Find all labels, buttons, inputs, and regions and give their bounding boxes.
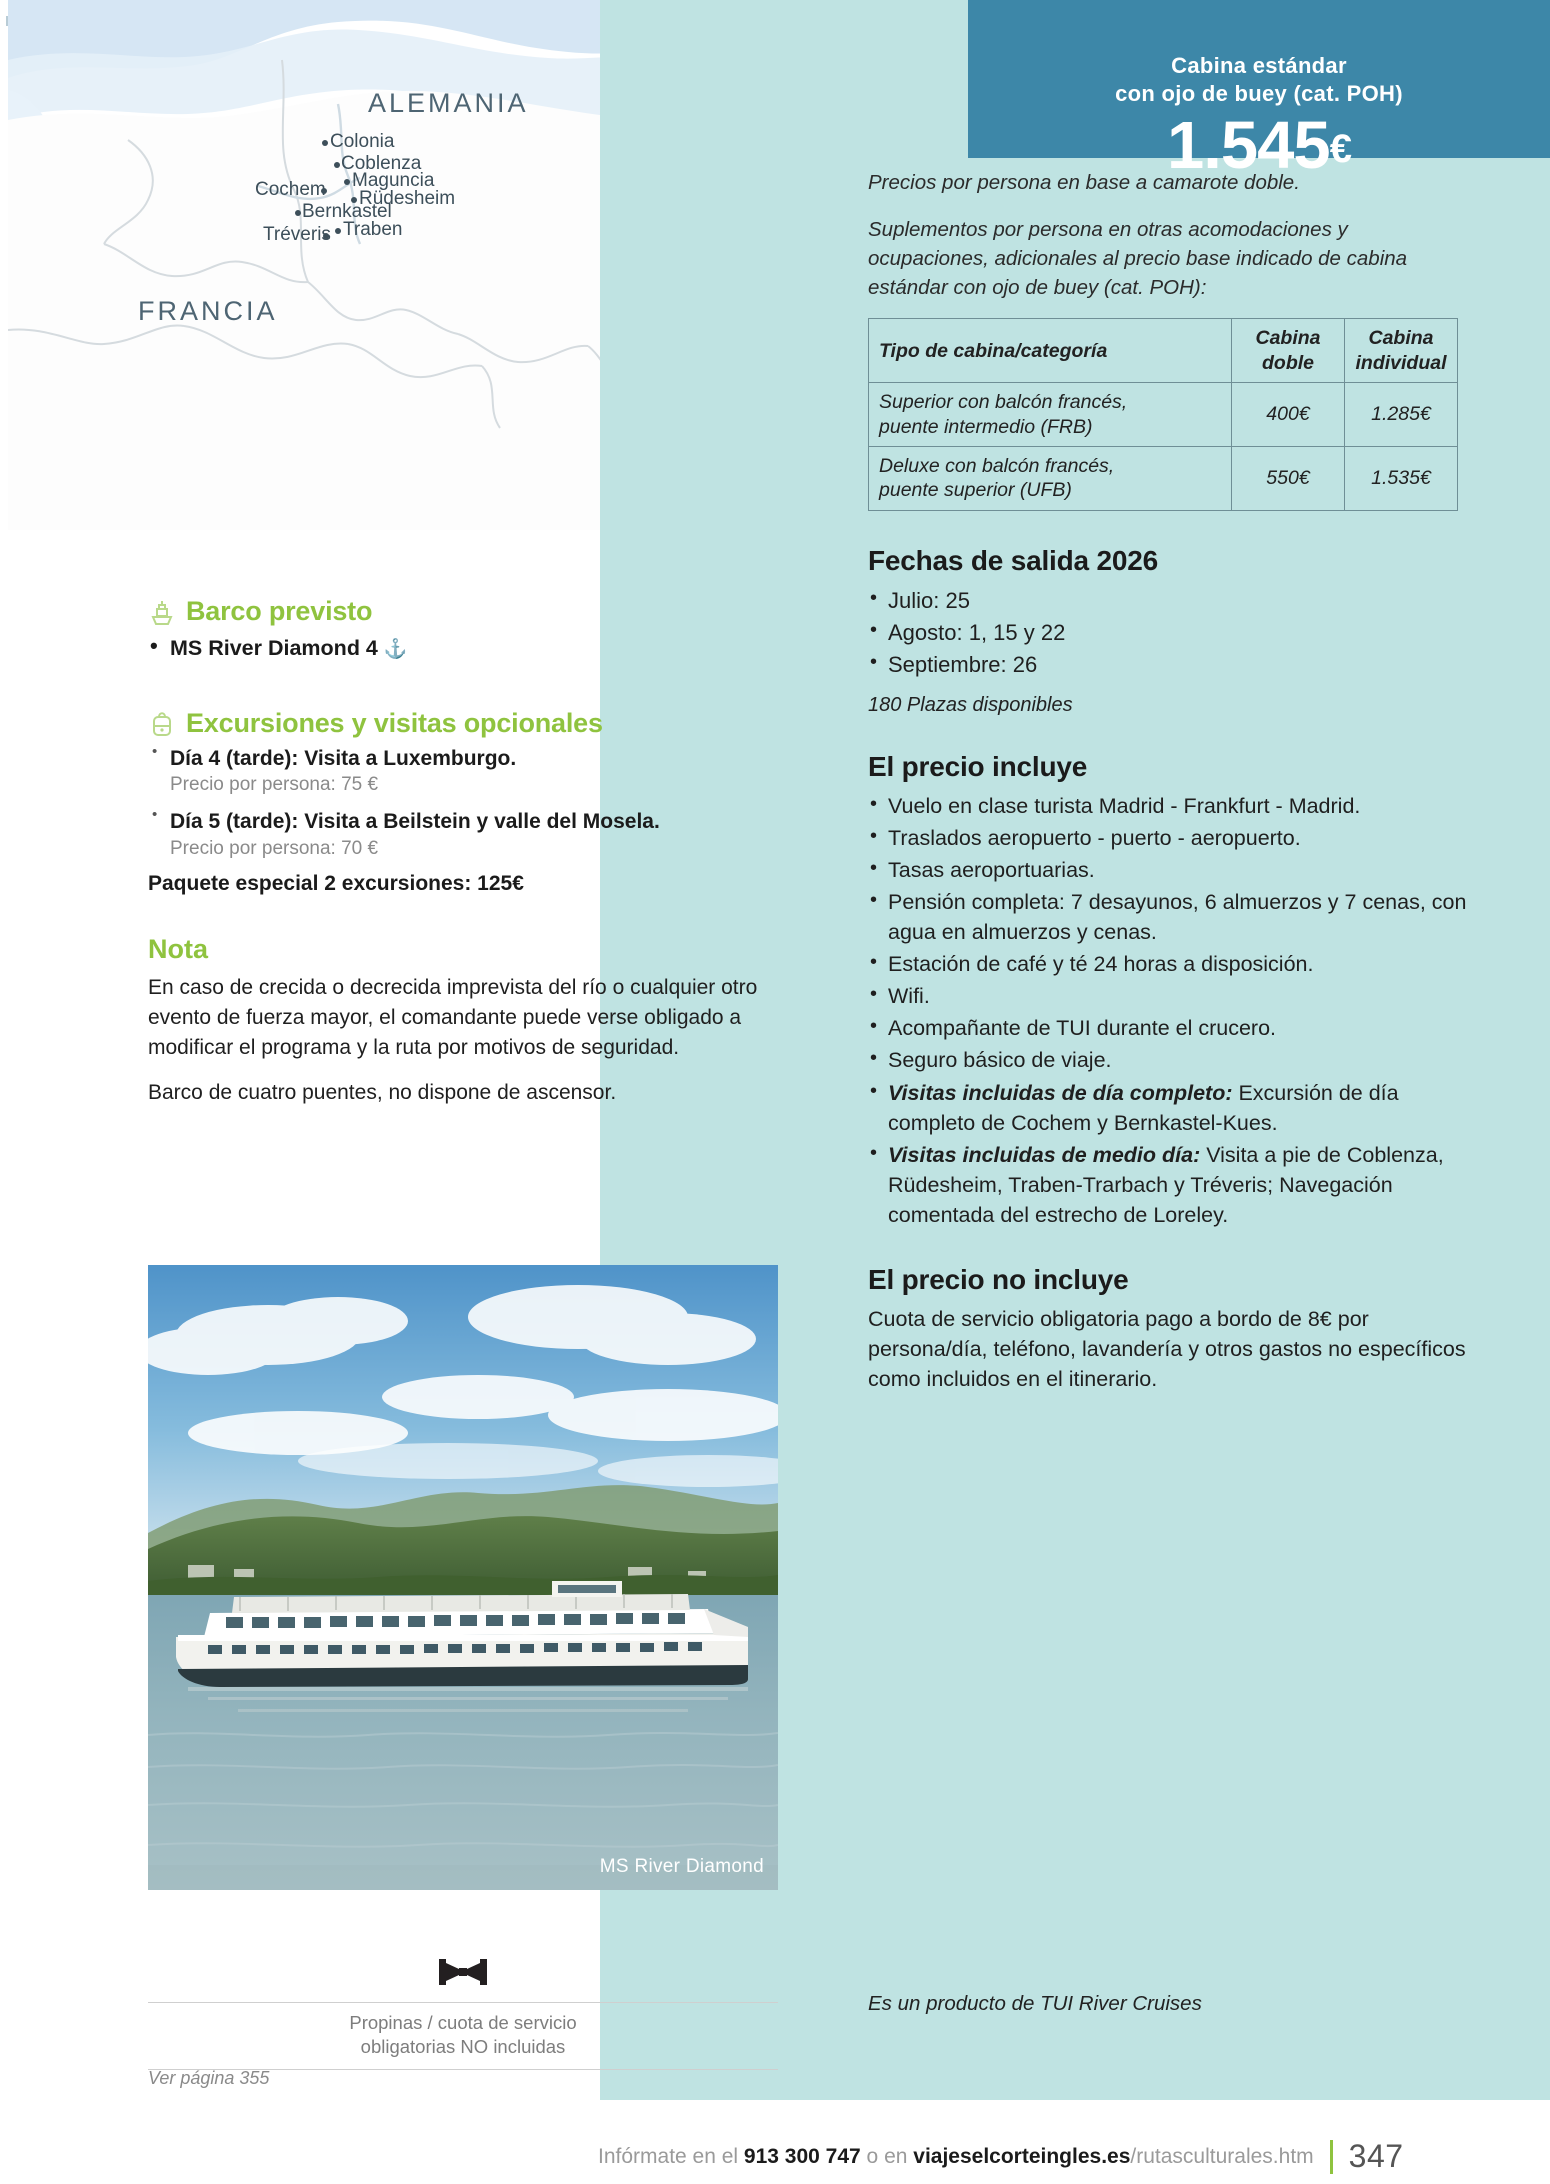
list-item: • Wifi. (868, 981, 1468, 1011)
product-note: Es un producto de TUI River Cruises (868, 1992, 1202, 2015)
cabin-desc-l2: puente superior (UFB) (879, 479, 1072, 502)
price-note-line2: Suplementos por persona en otras acomodaciones y ocupaciones, adicionales al precio base indicado de cabina estándar con ojo de buey (cat. POH): (868, 218, 1408, 300)
footer-separator (1330, 2140, 1333, 2174)
excludes-title: El precio no incluye (868, 1264, 1129, 1296)
backpack-icon (148, 708, 176, 738)
nota-title: Nota (148, 934, 208, 965)
footer-site[interactable]: viajeselcorteingles.es (913, 2144, 1131, 2168)
cabin-price-single: 1.285€ (1345, 383, 1458, 447)
left-column (148, 596, 768, 1124)
availability-text: 180 Plazas disponibles (868, 693, 1073, 716)
map-city-cochem: Cochem (255, 179, 326, 200)
cabin-desc-l2: puente intermedio (FRB) (879, 415, 1093, 438)
price-badge (968, 0, 1550, 184)
fullday-lead: Visitas incluidas de día completo: (888, 1080, 1233, 1105)
page-footer (0, 2128, 1550, 2184)
excludes-text: Cuota de servicio obligatoria pago a bordo de 8€ por persona/día, teléfono, lavandería y otros gastos no específicos como incluidos en el itinerario. (868, 1307, 1466, 1392)
cabin-price-double: 550€ (1232, 446, 1345, 510)
tips-line2: obligatorias NO incluidas (360, 2036, 566, 2058)
cabin-desc (869, 383, 1232, 447)
col-header-double-l1: Cabina (1255, 327, 1321, 350)
map-city-coblenza: Coblenza (341, 153, 422, 174)
supplements-table (868, 318, 1458, 510)
package-price: Paquete especial 2 excursiones: 125€ (148, 872, 524, 896)
ship-title: Barco previsto (186, 596, 373, 626)
tips-text (148, 2003, 778, 2069)
col-header-double-l2: doble (1262, 351, 1314, 374)
list-item: • Agosto: 1, 15 y 22 (868, 617, 1468, 648)
cabin-desc-l1: Superior con balcón francés, (879, 391, 1128, 414)
map-city-maguncia: Maguncia (352, 170, 435, 191)
price-value: 1.545 (1167, 108, 1330, 184)
map-dot-coblenza (334, 162, 340, 168)
map-dot-colonia (322, 140, 328, 146)
map-country-alemania: ALEMANIA (368, 88, 529, 118)
list-item-halfday (868, 1140, 1468, 1230)
list-item: • Seguro básico de viaje. (868, 1045, 1468, 1075)
col-header-cabin-type: Tipo de cabina/categoría (869, 319, 1232, 383)
map-dot-maguncia (344, 179, 350, 185)
list-item: • Tasas aeroportuarias. (868, 855, 1468, 885)
excursions-title: Excursiones y visitas opcionales (186, 707, 603, 738)
ship-photo-graphic (148, 1265, 778, 1890)
excursions-list (148, 745, 768, 863)
photo-caption: MS River Diamond (599, 1856, 764, 1877)
currency-symbol: € (1329, 127, 1351, 172)
map-dot-traben (335, 228, 341, 234)
cabin-type-line1: Cabina estándar (1171, 53, 1347, 78)
page-number: 347 (1348, 2138, 1404, 2174)
see-page-note: Ver página 355 (148, 2068, 270, 2088)
excursion-title: • Día 5 (tarde): Visita a Beilstein y valle del Mosela. (170, 810, 660, 834)
cabin-desc-l1: Deluxe con balcón francés, (879, 454, 1115, 477)
cabin-price-double: 400€ (1232, 383, 1345, 447)
list-item: • Acompañante de TUI durante el crucero. (868, 1013, 1468, 1043)
fullday-text: Excursión de día completo de Cochem y Bernkastel-Kues. (888, 1080, 1399, 1135)
excursion-title: • Día 4 (tarde): Visita a Luxemburgo. (170, 746, 517, 770)
cabin-desc (869, 446, 1232, 510)
tips-icon (435, 1955, 491, 1989)
cabin-type-line2: con ojo de buey (cat. POH) (1115, 81, 1403, 107)
ship-vessel (176, 1581, 748, 1687)
includes-list (868, 791, 1468, 1230)
list-item (148, 633, 768, 664)
table-header-row (869, 319, 1458, 383)
footer-mid: o en (860, 2144, 914, 2168)
col-header-single-l2: individual (1355, 351, 1447, 374)
col-header-double (1232, 319, 1345, 383)
excursion-price: Precio por persona: 75 € (170, 773, 379, 795)
price-note-line1: Precios por persona en base a camarote doble. (868, 171, 1300, 194)
departures-title: Fechas de salida 2026 (868, 544, 1158, 576)
ship-heading (148, 596, 768, 627)
footer-phone[interactable]: 913 300 747 (743, 2144, 861, 2168)
list-item: • Vuelo en clase turista Madrid - Frankfurt - Madrid. (868, 791, 1468, 821)
departures-list (868, 585, 1468, 680)
includes-title: El precio incluye (868, 750, 1088, 782)
excursions-heading (148, 708, 768, 739)
halfday-lead: Visitas incluidas de medio día: (888, 1142, 1201, 1167)
list-item: • Traslados aeropuerto - puerto - aeropuerto. (868, 823, 1468, 853)
map-country-francia: FRANCIA (138, 296, 278, 326)
col-header-single (1345, 319, 1458, 383)
list-item-fullday (868, 1078, 1468, 1138)
ship-name: MS River Diamond 4 (170, 636, 378, 660)
cabin-price-single: 1.535€ (1345, 446, 1458, 510)
ship-photo (148, 1265, 778, 1890)
tips-block (148, 1955, 778, 2070)
list-item (148, 808, 768, 862)
excursion-price: Precio por persona: 70 € (170, 837, 379, 859)
halfday-text: Visita a pie de Coblenza, Rüdesheim, Traben-Trarbach y Tréveris; Navegación comentada del estrecho de Loreley. (888, 1142, 1444, 1227)
anchor-icon: ⚓ (383, 639, 408, 660)
footer-inner (598, 2138, 1404, 2175)
map-city-rudesheim: Rüdesheim (359, 188, 456, 209)
list-item: • Julio: 25 (868, 585, 1468, 616)
table-row (869, 383, 1458, 447)
list-item: • Septiembre: 26 (868, 649, 1468, 680)
list-item (148, 745, 768, 799)
map-city-bernkastel: Bernkastel (302, 201, 392, 222)
ship-icon (148, 597, 176, 627)
nota-paragraph-1: En caso de crecida o decrecida imprevista del río o cualquier otro evento de fuerza mayor, el comandante puede verse obligado a modificar el programa y la ruta por motivos de seguridad. (148, 976, 758, 1059)
ship-list (148, 633, 768, 664)
footer-contact (598, 2145, 1314, 2169)
table-row (869, 446, 1458, 510)
list-item: • Pensión completa: 7 desayunos, 6 almuerzos y 7 cenas, con agua en almuerzos y cenas. (868, 887, 1468, 947)
nota-paragraph-2: Barco de cuatro puentes, no dispone de ascensor. (148, 1081, 617, 1105)
list-item: • Estación de café y té 24 horas a disposición. (868, 949, 1468, 979)
col-header-single-l1: Cabina (1368, 327, 1434, 350)
footer-path[interactable]: /rutasculturales.htm (1130, 2144, 1314, 2168)
right-column (868, 168, 1468, 1394)
tips-line1: Propinas / cuota de servicio (349, 2012, 577, 2033)
map-city-colonia: Colonia (330, 131, 395, 152)
map-dot-bernkastel (295, 210, 301, 216)
footer-pre: Infórmate en el (598, 2144, 744, 2168)
map-city-traben: Traben (343, 219, 403, 240)
map-city-treveris: Tréveris (263, 224, 331, 245)
